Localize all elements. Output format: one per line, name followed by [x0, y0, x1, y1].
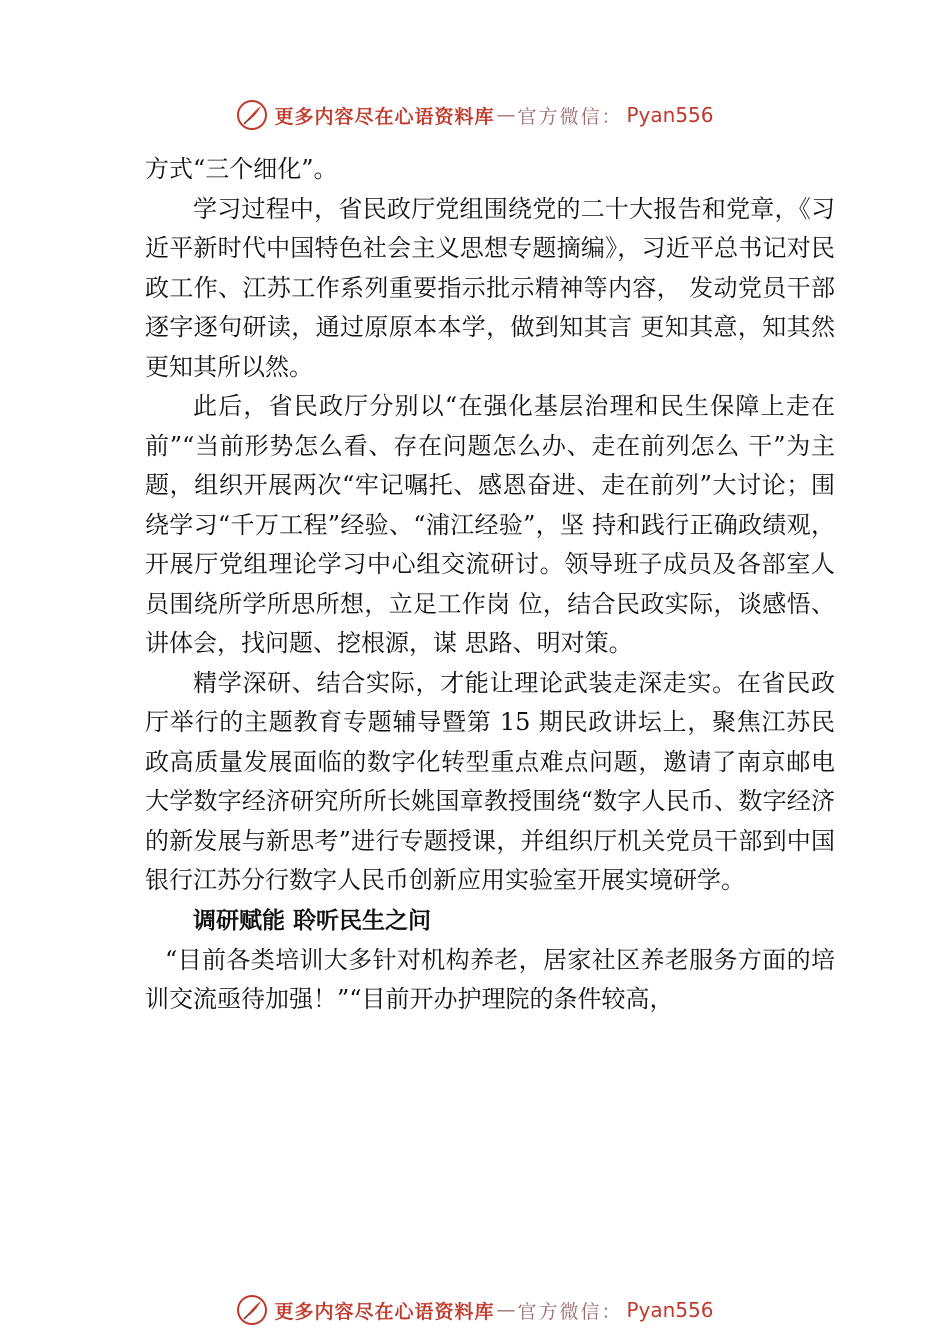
watermark-brand-text: 更多内容尽在心语资料库 [274, 1300, 495, 1323]
watermark-wechat-id: Pyan556 [626, 103, 714, 127]
paragraph-4: 精学深研、结合实际，才能让理论武装走深走实。在省民政厅举行的主题教育专题辅导暨第 15 期民政讲坛上，聚焦江苏民政高质量发展面临的数字化转型重点难点问题，邀请了南京邮电大学数字经济研究所所长姚国章教授围绕“数字人民币、数字经济的新发展与新思考”进行专题授课，并组织厅机关党员干部到中国银行江苏分行数字人民币创新应用实验室开展实境研学。 [145, 668, 835, 894]
watermark-dash: — [496, 1299, 516, 1321]
document-body [145, 150, 835, 1020]
watermark-brand-text: 更多内容尽在心语资料库 [274, 105, 495, 128]
paragraph-3: 此后，省民政厅分别以“在强化基层治理和民生保障上走在前”“当前形势怎么看、存在问题怎么办、走在前列怎么 干”为主题，组织开展两次“牢记嘱托、感恩奋进、走在前列”大讨论；围绕学习“千万工程”经验、“浦江经验”，坚 持和践行正确政绩观，开展厅党组理论学习中心组交流研讨。领导班子成员及各部室人员围绕所学所思所想，立足工作岗 位，结合民政实际，谈感悟、讲体会，找问题、挖根源，谋 思路、明对策。 [145, 392, 835, 657]
closing-paragraph: “目前各类培训大多针对机构养老，居家社区养老服务方面的培训交流亟待加强！”“目前开办护理院的条件较高， [145, 945, 835, 1013]
watermark-footer [0, 1290, 950, 1330]
section-heading: 调研赋能 聆听民生之问 [193, 907, 432, 934]
watermark-wechat-id: Pyan556 [626, 1298, 714, 1322]
feather-quill-icon [236, 99, 268, 131]
paragraph-2: 学习过程中，省民政厅党组围绕党的二十大报告和党章，《习近平新时代中国特色社会主义思想专题摘编》，习近平总书记对民政工作、江苏工作系列重要指示批示精神等内容， 发动党员干部逐字逐句研读，通过原原本本学，做到知其言 更知其意，知其然更知其所以然。 [145, 194, 835, 381]
watermark-official-label: 官方微信： [517, 1300, 623, 1323]
watermark-dash: — [496, 104, 516, 126]
watermark-header [0, 95, 950, 135]
watermark-official-label: 官方微信： [517, 105, 623, 128]
feather-quill-icon [236, 1294, 268, 1326]
paragraph-1: 方式“三个细化”。 [145, 155, 338, 183]
